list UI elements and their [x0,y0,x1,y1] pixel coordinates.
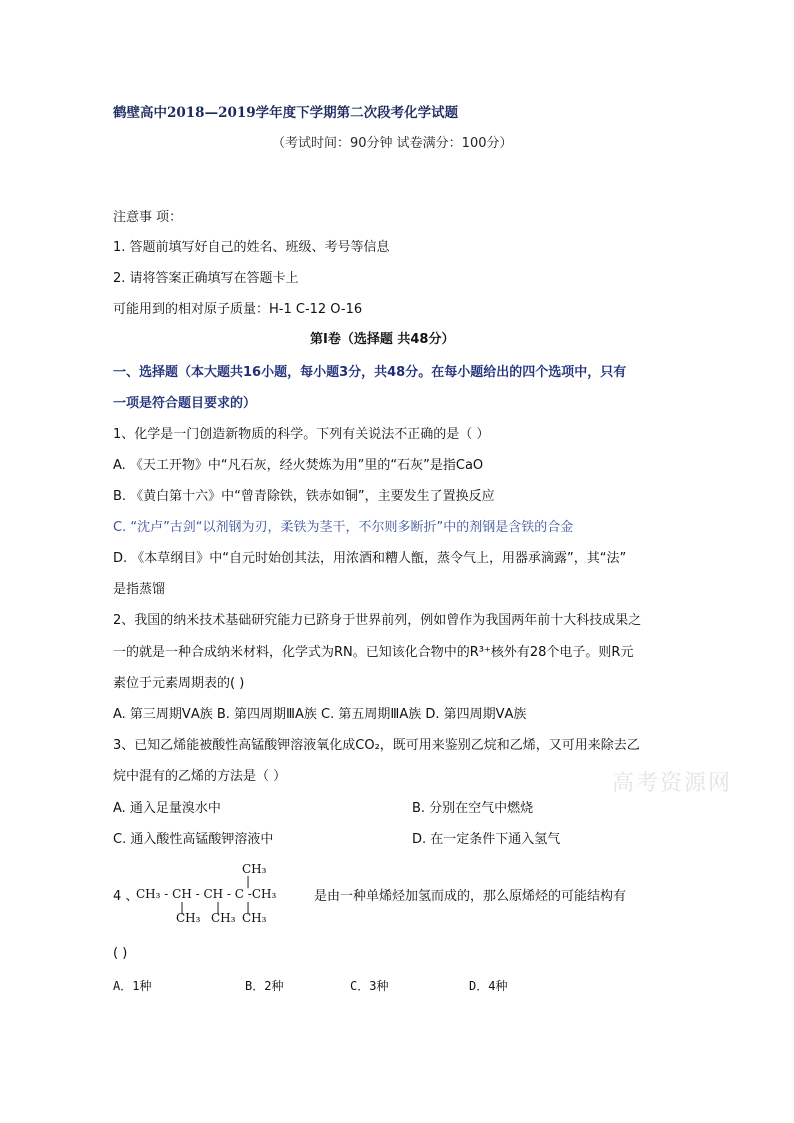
formula-sub-methyl-3: CH₃ [242,911,267,925]
section-title: 第Ⅰ卷（选择题 共48分） [310,332,455,347]
formula-bond-3: | [246,900,251,914]
formula-sub-methyl-1: CH₃ [176,911,201,925]
q2-stem-line1: 2、我国的纳米技术基础研究能力已跻身于世界前列，例如曾作为我国两年前十大科技成果之 [113,613,642,628]
exam-subtitle: （考试时间：90分钟 试卷满分：100分） [272,136,513,151]
notice-item-2: 2. 请将答案正确填写在答题卡上 [113,271,299,286]
q2-stem-line2: 一的就是一种合成纳米材料，化学式为RN。已知该化合物中的R³⁺核外有28个电子。则R元 [113,645,634,660]
q1-option-d-line1: D. 《本草纲目》中“自元时始创其法，用浓酒和糟人甑，蒸令气上，用器承滴露”，其“法” [113,551,627,566]
q3-stem-line1: 3、已知乙烯能被酸性高锰酸钾溶液氧化成CO₂，既可用来鉴别乙烷和乙烯，又可用来除去乙 [113,738,640,753]
q1-stem: 1、化学是一门创造新物质的科学。下列有关说法不正确的是（ ） [113,427,490,442]
formula-bond-2: | [216,900,221,914]
q1-option-d-line2: 是指蒸馏 [113,582,166,597]
notice-item-1: 1. 答题前填写好自己的姓名、班级、考号等信息 [113,240,390,255]
formula-sub-methyl-2: CH₃ [211,911,236,925]
q4-paren: ( ) [113,946,128,961]
q2-options: A. 第三周期ⅤA族 B. 第四周期ⅢA族 C. 第五周期ⅢA族 D. 第四周期ⅤA族 [113,707,527,722]
q1-option-b: B. 《黄白第十六》中“曾青除铁，铁赤如铜”，主要发生了置换反应 [113,489,495,504]
section-instruction-1: 一、选择题（本大题共16小题，每小题3分，共48分。在每小题给出的四个选项中，只有 [113,365,627,380]
section-instruction-2: 一项是符合题目要求的） [113,396,257,411]
q3-option-b: B. 分别在空气中燃烧 [412,801,534,816]
q4-stem-tail: 是由一种单烯烃加氢而成的，那么原烯烃的可能结构有 [314,889,627,904]
atomic-mass-line: 可能用到的相对原子质量：H-1 C-12 O-16 [113,302,363,317]
q3-option-d: D. 在一定条件下通入氢气 [412,832,561,847]
q4-option-b: B．2种 [245,979,284,993]
formula-main-chain: CH₃ - CH - CH - C -CH₃ [136,887,277,901]
q3-stem-line2: 烷中混有的乙烯的方法是（ ） [113,769,287,784]
q3-option-c: C. 通入酸性高锰酸钾溶液中 [113,832,274,847]
formula-bond-1: | [180,900,185,914]
q1-option-a: A. 《天工开物》中“凡石灰，经火焚炼为用”里的“石灰”是指CaO [113,458,484,473]
exam-title: 鹤壁高中2018—2019学年度下学期第二次段考化学试题 [113,105,459,121]
formula-top-bond: | [246,874,251,888]
q2-stem-line3: 素位于元素周期表的( ) [113,676,245,691]
q4-option-a: A．1种 [113,979,152,993]
q4-number: 4 、 [113,889,139,904]
notice-heading: 注意事 项： [113,210,183,225]
q4-option-c: C．3种 [350,979,389,993]
watermark: 高考资源网 [612,771,733,796]
formula-top-methyl: CH₃ [242,862,267,876]
q1-option-c: C. “沈卢”古剑“以剂钢为刃，柔铁为茎干，不尔则多断折”中的剂钢是含铁的合金 [113,520,574,535]
q3-option-a: A. 通入足量溴水中 [113,801,221,816]
structural-formula [136,862,301,930]
q4-option-d: D．4种 [469,979,508,993]
